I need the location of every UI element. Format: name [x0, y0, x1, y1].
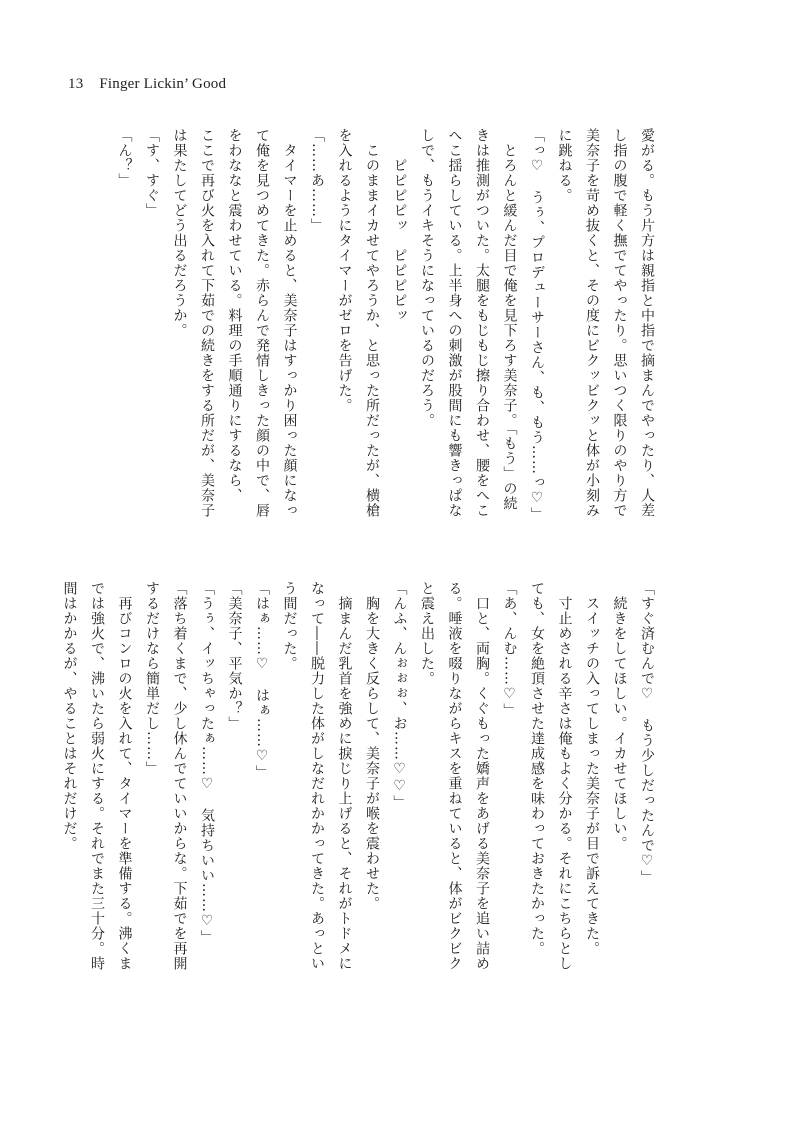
text-line: 間はかかるが、やることはそれだけだ。 [61, 581, 78, 851]
text-line: とろんと緩んだ目で俺を見下ろす美奈子。「もう」の続 [501, 128, 518, 511]
text-block-top [60, 128, 660, 546]
running-header [68, 76, 226, 93]
text-line: このままイカせてやろうか、と思った所だったが、横槍 [364, 128, 380, 518]
text-line: 続きをしてほしい。イカせてほしい。 [611, 581, 628, 851]
text-line: て俺を見つめてきた。赤らんで発情しきった顔の中で、唇 [254, 128, 270, 518]
text-line: 「うぅ、イッちゃったぁ……♡ 気持ちいい……♡」 [199, 581, 215, 945]
text-line: 「っ♡ うぅ、プロデューサーさん、も、もう……っ♡」 [529, 128, 545, 522]
text-line: 寸止めされる辛さは俺もよく分かる。それにこちらとし [556, 581, 573, 971]
text-line: 愛がる。もう片方は親指と中指で摘まんでやったり、人差 [639, 128, 655, 518]
page-number: 13 [68, 76, 84, 92]
text-line: と震え出した。 [419, 581, 435, 686]
text-line: を入れるようにタイマーがゼロを告げた。 [336, 128, 353, 413]
text-line: へこ揺らしている。上半身への刺激が股間にも響きっぱな [446, 128, 463, 518]
text-line: 胸を大きく反らして、美奈子が喉を震わせた。 [364, 581, 380, 911]
text-line: 「す、すぐ」 [144, 128, 160, 218]
text-line: 「あ、んむ……♡」 [501, 581, 518, 718]
text-line: 「……あ……」 [309, 128, 325, 233]
chapter-title: Finger Lickin’ Good [99, 76, 227, 92]
text-line: スイッチの入ってしまった美奈子が目で訴えてきた。 [584, 581, 600, 956]
text-line: タイマーを止めると、美奈子はすっかり困った顔になっ [281, 128, 298, 518]
text-line: 「美奈子、平気か？」 [226, 581, 243, 731]
text-line: しで、もうイキそうになっているのだろう。 [419, 128, 435, 428]
text-line: 摘まんだ乳首を強めに捩じり上げると、それがトドメに [336, 581, 353, 971]
text-line: し指の腹で軽く撫でてやったり。思いつく限りのやり方で [611, 128, 628, 518]
text-line: 口と、両胸。くぐもった嬌声をあげる美奈子を追い詰め [474, 581, 490, 971]
text-line: ここで再び火を入れて下茹での続きをする所だが、美奈子 [199, 128, 215, 518]
text-line: に跳ねる。 [556, 128, 573, 203]
text-line: 「はぁ……♡ はぁ……♡」 [254, 581, 270, 780]
text-line: なって――脱力した体がしなだれかかってきた。あっとい [309, 581, 325, 971]
text-block-bottom [60, 581, 660, 1003]
text-line: 「んふ、んぉぉぉ、お……♡♡」 [391, 581, 408, 810]
text-line: では強火で、沸いたら弱火にする。それでまた三十分。時 [89, 581, 105, 971]
text-line: ても、女を絶頂させた達成感を味わっておきたかった。 [529, 581, 545, 956]
text-line: う間だった。 [281, 581, 298, 671]
text-line: をわななと震わせている。料理の手順通りにするなら、 [226, 128, 243, 503]
text-line: は果たしてどう出るだろうか。 [171, 128, 188, 338]
text-line: 「ん？」 [116, 128, 133, 188]
text-line: る。唾液を啜りながらキスを重ねていると、体がビクビク [446, 581, 463, 971]
text-line: 美奈子を苛め抜くと、その度にビクッビクッと体が小刻み [584, 128, 600, 518]
text-line: 「すぐ済むんで♡ もう少しだったんで♡」 [639, 581, 655, 885]
text-line: 再びコンロの火を入れて、タイマーを準備する。沸くま [116, 581, 133, 971]
text-line: するだけなら簡単だし……」 [144, 581, 160, 776]
text-line: きは推測がついた。太腿をもじもじ擦り合わせ、腰をへこ [474, 128, 490, 518]
text-line: ピピピピッ ピピピピッ [391, 128, 408, 323]
text-line: 「落ち着くまで、少し休んでていいからな。下茹でを再開 [171, 581, 188, 971]
